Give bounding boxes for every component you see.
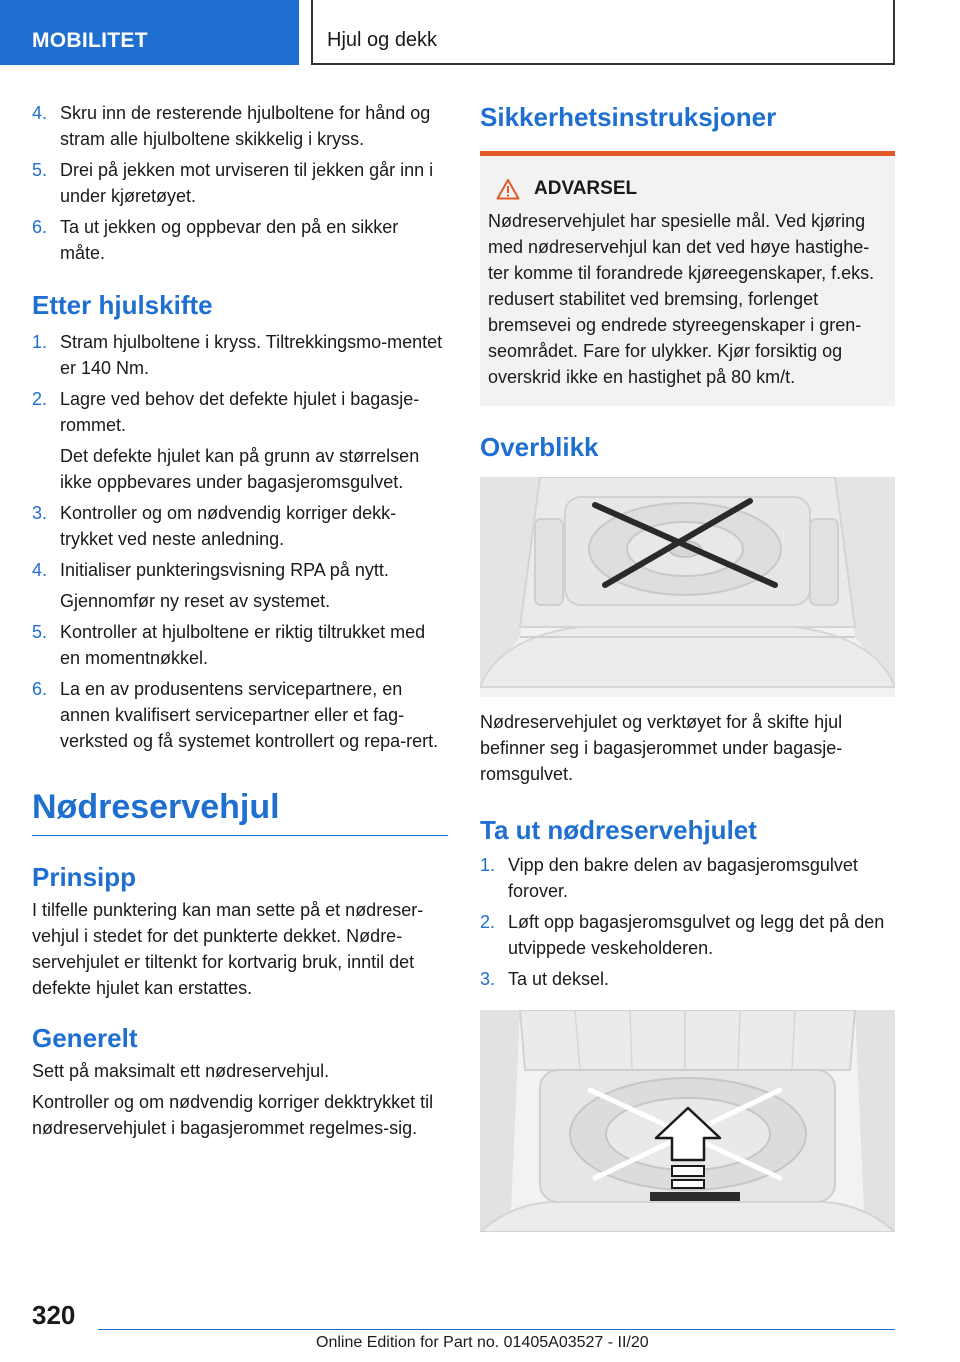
footer-edition: Online Edition for Part no. 01405A03527 - II/20 bbox=[316, 1334, 649, 1351]
step-text: Kontroller og om nødvendig korriger dekk‐trykket ved neste anledning. bbox=[60, 503, 397, 549]
warning-text: Nødreservehjulet har spesielle mål. Ved kjøring med nødreservehjul kan det ved høye hastighe‐ter komme til forandrede kjøreegenskaper, f.eks. redusert stabilitet ved bremsing, forlenget bremsevei og endrede styreegenskaper i gren‐seområdet. Fare for ulykker. Kjør forsiktig og overskrid ikke en hastighet på 80 km/t. bbox=[488, 211, 875, 387]
step-number: 3. bbox=[32, 503, 48, 523]
section-heading-remove: Ta ut nødreservehjulet bbox=[480, 815, 757, 845]
section-heading-general: Generelt bbox=[32, 1023, 138, 1053]
page-number: 320 bbox=[32, 1300, 76, 1330]
step-number: 1. bbox=[480, 855, 496, 875]
section-heading-principle: Prinsipp bbox=[32, 862, 137, 892]
warning-label: ADVARSEL bbox=[534, 178, 638, 199]
step-text: Skru inn de resterende hjulboltene for hånd og stram alle hjulboltene skikkelig i kryss. bbox=[60, 103, 431, 149]
left-column bbox=[32, 100, 448, 1146]
list-item bbox=[32, 500, 448, 552]
step-number: 4. bbox=[32, 560, 48, 580]
warning-box bbox=[480, 151, 895, 406]
step-number: 6. bbox=[32, 679, 48, 699]
list-item bbox=[32, 676, 448, 754]
overview-text: Nødreservehjulet og verktøyet for å skifte hjul befinner seg i bagasjerommet under bagasje‐romsgulvet. bbox=[480, 712, 843, 784]
remove-cover-illustration bbox=[480, 1010, 895, 1232]
step-number: 4. bbox=[32, 103, 48, 123]
step-text: Kontroller at hjulboltene er riktig tiltrukket med en momentnøkkel. bbox=[60, 622, 426, 668]
step-text: Ta ut deksel. bbox=[508, 969, 610, 989]
page-title: Hjul og dekk bbox=[311, 0, 895, 65]
list-item bbox=[32, 386, 448, 438]
step-number: 6. bbox=[32, 217, 48, 237]
section-heading-safety: Sikkerhetsinstruksjoner bbox=[480, 102, 777, 132]
section-heading-overview: Overblikk bbox=[480, 432, 599, 462]
list-item bbox=[480, 852, 895, 904]
spare-wheel-overview-illustration bbox=[480, 477, 895, 697]
list-item bbox=[32, 329, 448, 381]
step-text: Ta ut jekken og oppbevar den på en sikker måte. bbox=[60, 217, 399, 263]
step-text: Løft opp bagasjeromsgulvet og legg det på den utvippede veskeholderen. bbox=[508, 912, 885, 958]
footer-divider bbox=[98, 1329, 895, 1330]
step-text: Lagre ved behov det defekte hjulet i bagasje‐rommet. bbox=[60, 389, 420, 435]
step-note: Gjennomfør ny reset av systemet. bbox=[60, 591, 331, 611]
principle-text: I tilfelle punktering kan man sette på et nødreser‐vehjul i stedet for det punkterte dekket. Nødre‐servehjulet er tiltenkt for kortvarig bruk, inntil det defekte hjulet kan erstattes. bbox=[32, 900, 424, 998]
step-number: 2. bbox=[32, 389, 48, 409]
list-item bbox=[32, 619, 448, 671]
general-text-2: Kontroller og om nødvendig korriger dekktrykket til nødreservehjulet i bagasjerommet regelmes‐sig. bbox=[32, 1092, 434, 1138]
list-item bbox=[32, 157, 448, 209]
step-note: Det defekte hjulet kan på grunn av størrelsen ikke oppbevares under bagasjeromsgulvet. bbox=[60, 446, 420, 492]
section-heading-after-change: Etter hjulskifte bbox=[32, 290, 213, 320]
step-number: 5. bbox=[32, 622, 48, 642]
step-text: Stram hjulboltene i kryss. Tiltrekkingsmo‐mentet er 140 Nm. bbox=[60, 332, 443, 378]
warning-triangle-icon bbox=[496, 178, 520, 200]
warning-header bbox=[496, 178, 887, 200]
right-column bbox=[480, 100, 895, 1232]
list-item bbox=[480, 966, 895, 992]
step-number: 3. bbox=[480, 969, 496, 989]
step-text: Initialiser punkteringsvisning RPA på nytt. bbox=[60, 560, 389, 580]
step-text: Drei på jekken mot urviseren til jekken går inn i under kjøretøyet. bbox=[60, 160, 434, 206]
list-item bbox=[32, 214, 448, 266]
step-number: 2. bbox=[480, 912, 496, 932]
step-number: 1. bbox=[32, 332, 48, 352]
step-text: La en av produsentens servicepartnere, en annen kvalifisert servicepartner eller et fag‐verksted og få systemet kontrollert og repa‐rert. bbox=[60, 679, 439, 751]
section-tab: MOBILITET bbox=[0, 0, 299, 65]
step-text: Vipp den bakre delen av bagasjeromsgulvet forover. bbox=[508, 855, 858, 901]
chapter-heading: Nødreservehjul bbox=[32, 788, 448, 836]
general-text-1: Sett på maksimalt ett nødreservehjul. bbox=[32, 1061, 330, 1081]
step-number: 5. bbox=[32, 160, 48, 180]
list-item bbox=[480, 909, 895, 961]
list-item bbox=[32, 100, 448, 152]
list-item bbox=[32, 557, 448, 583]
